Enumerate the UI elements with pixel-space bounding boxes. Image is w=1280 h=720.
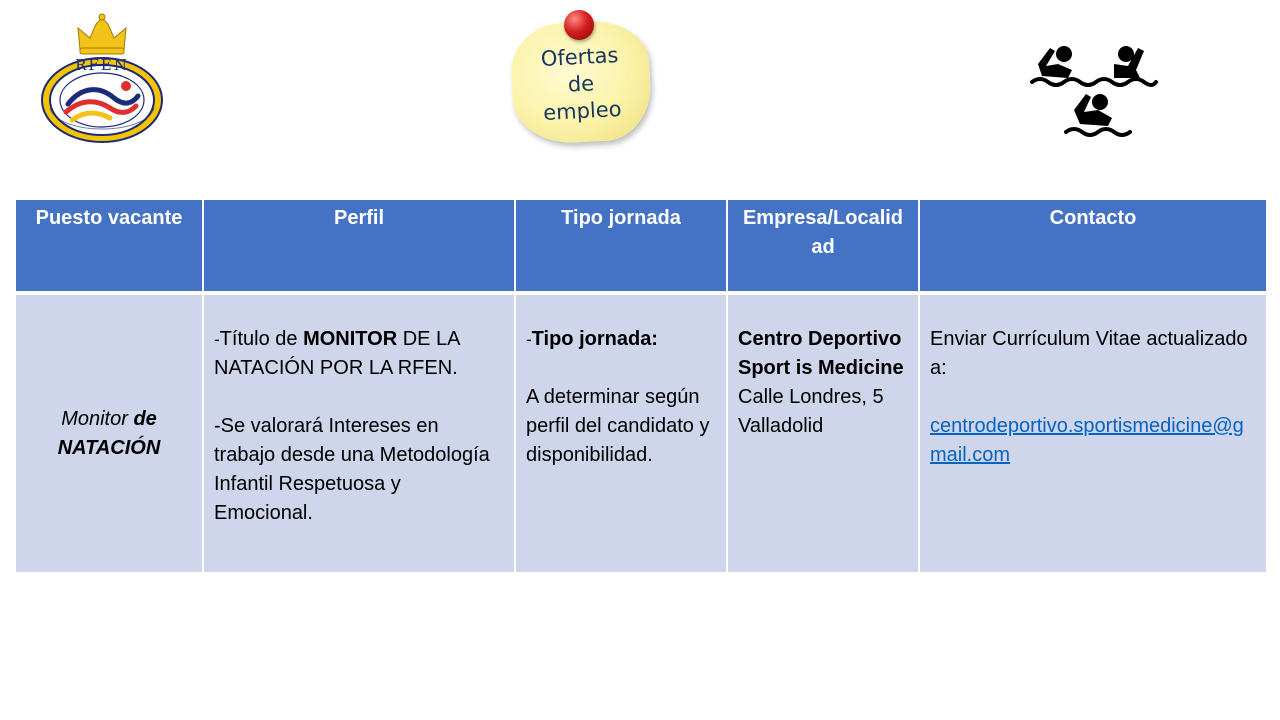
table-header-row [15,199,1267,293]
pushpin-icon [564,10,594,40]
jornada-dash: - [526,330,532,349]
header-empresa-localidad: Empresa/Localid ad [727,199,919,293]
puesto-prefix: Monitor [61,407,128,430]
puesto-bold-de: de [133,407,157,430]
rfen-logo-text: RFEN [75,56,129,74]
header-perfil: Perfil [203,199,515,293]
job-offers-table [14,198,1268,574]
contact-email-link[interactable]: centrodeportivo.sportismedicine@gmail.com [930,415,1244,466]
cell-contacto [919,293,1267,573]
water-polo-icon [1028,40,1160,140]
note-line-2: de [567,71,595,97]
perfil-paragraph-2: -Se valorará Intereses en trabajo desde una Metodología Infantil Respetuosa y Emocional. [214,415,490,524]
perfil-paragraph-1 [214,325,504,383]
jornada-label: Tipo jornada: [531,328,658,350]
header-tipo-jornada: Tipo jornada [515,199,727,293]
table-row [15,293,1267,573]
note-text [504,40,658,129]
cell-empresa [727,293,919,573]
jornada-heading [526,325,716,354]
empresa-city: Valladolid [738,415,824,437]
empresa-name-1: Centro Deportivo [738,328,902,350]
empresa-address: Calle Londres, 5 [738,386,884,408]
rfen-logo [38,12,168,144]
crown-icon [78,14,126,54]
cell-perfil [203,293,515,573]
cell-tipo-jornada [515,293,727,573]
perfil-dash: - [214,330,220,349]
perfil-text-1: Título de [219,328,304,350]
header-contacto: Contacto [919,199,1267,293]
puesto-natacion: NATACIÓN [57,436,161,459]
perfil-text-2: DE LA NATACIÓN POR LA RFEN. [214,328,460,379]
note-line-1: Ofertas [540,43,619,72]
jornada-text: A determinar según perfil del candidato y disponibilidad. [526,386,710,466]
header-puesto-vacante: Puesto vacante [15,199,203,293]
empresa-name-2: Sport is Medicine [738,357,904,379]
contacto-text: Enviar Currículum Vitae actualizado a: [930,328,1248,379]
cell-puesto [15,293,203,573]
job-offers-note [506,10,656,146]
perfil-bold: MONITOR [303,328,398,350]
note-line-3: empleo [542,96,623,125]
